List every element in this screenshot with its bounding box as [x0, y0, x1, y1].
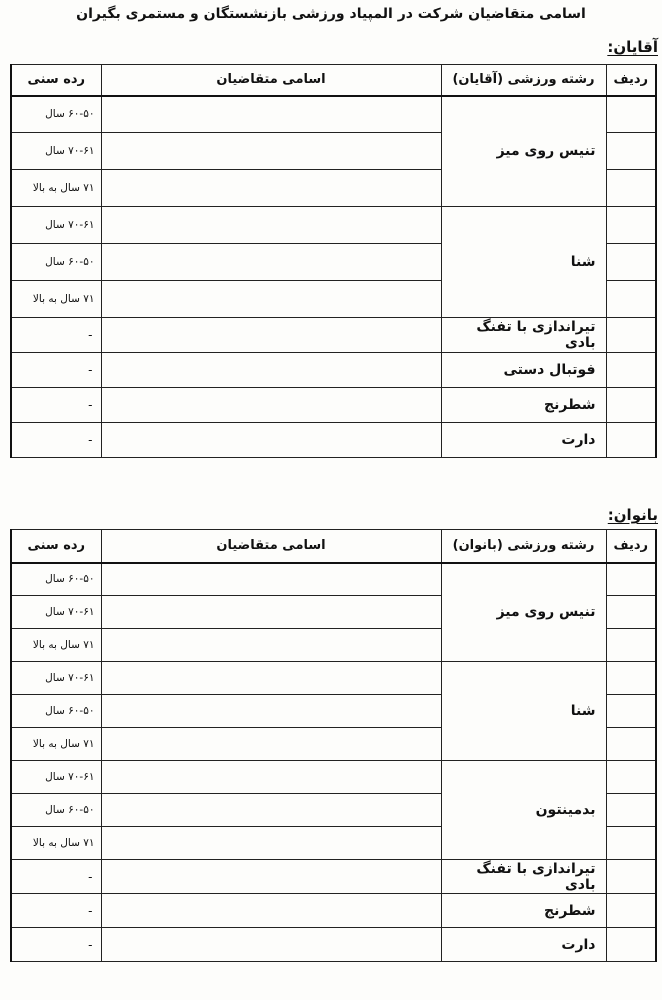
table-row: [11, 928, 656, 962]
row-number-field[interactable]: [606, 281, 656, 318]
age-range-cell: ۷۱ سال به بالا: [11, 827, 101, 860]
header-names: اسامی متقاضیان: [101, 65, 441, 96]
row-number-field[interactable]: [606, 928, 656, 962]
header-age: رده سنی: [11, 65, 101, 96]
age-range-cell: ۶۰-۵۰ سال: [11, 244, 101, 281]
age-range-cell: ۷۰-۶۱ سال: [11, 662, 101, 695]
table-row: [11, 318, 656, 353]
age-range-cell: ۶۰-۵۰ سال: [11, 96, 101, 133]
applicant-name-field[interactable]: [101, 353, 441, 388]
applicant-name-field[interactable]: [101, 794, 441, 827]
age-range-cell: ۶۰-۵۰ سال: [11, 563, 101, 596]
sport-name-cell: تیراندازی با تفنگ بادی: [441, 860, 606, 894]
age-range-cell: ۷۱ سال به بالا: [11, 728, 101, 761]
table-row: [11, 761, 656, 794]
applicant-name-field[interactable]: [101, 423, 441, 458]
header-sport: رشته ورزشی (بانوان): [441, 530, 606, 563]
row-number-field[interactable]: [606, 894, 656, 928]
applicant-name-field[interactable]: [101, 761, 441, 794]
sport-name-cell: تیراندازی با تفنگ بادی: [441, 318, 606, 353]
age-range-cell: -: [11, 860, 101, 894]
header-sport: رشته ورزشی (آقایان): [441, 65, 606, 96]
age-range-cell: ۷۱ سال به بالا: [11, 281, 101, 318]
age-range-cell: -: [11, 894, 101, 928]
applicant-name-field[interactable]: [101, 244, 441, 281]
applicant-name-field[interactable]: [101, 695, 441, 728]
table-row: [11, 96, 656, 133]
table-row: [11, 423, 656, 458]
row-number-field[interactable]: [606, 827, 656, 860]
age-range-cell: -: [11, 388, 101, 423]
applicant-name-field[interactable]: [101, 170, 441, 207]
age-range-cell: -: [11, 423, 101, 458]
row-number-field[interactable]: [606, 761, 656, 794]
row-number-field[interactable]: [606, 629, 656, 662]
row-number-field[interactable]: [606, 728, 656, 761]
women-section-label: بانوان:: [607, 506, 658, 524]
header-age: رده سنی: [11, 530, 101, 563]
sport-name-cell: فوتبال دستی: [441, 353, 606, 388]
applicant-name-field[interactable]: [101, 860, 441, 894]
row-number-field[interactable]: [606, 794, 656, 827]
age-range-cell: -: [11, 353, 101, 388]
applicant-name-field[interactable]: [101, 133, 441, 170]
header-row: [11, 530, 656, 563]
table-row: [11, 860, 656, 894]
sport-name-cell: شنا: [441, 662, 606, 761]
row-number-field[interactable]: [606, 388, 656, 423]
age-range-cell: ۶۰-۵۰ سال: [11, 794, 101, 827]
page-title: اسامی متقاضیان شرکت در المپیاد ورزشی بازنشستگان و مستمری بگیران: [76, 6, 586, 22]
applicant-name-field[interactable]: [101, 928, 441, 962]
age-range-cell: ۷۰-۶۱ سال: [11, 133, 101, 170]
age-range-cell: ۷۰-۶۱ سال: [11, 596, 101, 629]
women-table: [10, 529, 657, 962]
row-number-field[interactable]: [606, 170, 656, 207]
table-row: [11, 662, 656, 695]
age-range-cell: ۷۰-۶۱ سال: [11, 761, 101, 794]
sport-name-cell: بدمینتون: [441, 761, 606, 860]
row-number-field[interactable]: [606, 96, 656, 133]
applicant-name-field[interactable]: [101, 728, 441, 761]
applicant-name-field[interactable]: [101, 563, 441, 596]
sport-name-cell: تنیس روی میز: [441, 96, 606, 207]
row-number-field[interactable]: [606, 318, 656, 353]
row-number-field[interactable]: [606, 695, 656, 728]
applicant-name-field[interactable]: [101, 662, 441, 695]
age-range-cell: ۶۰-۵۰ سال: [11, 695, 101, 728]
header-names: اسامی متقاضیان: [101, 530, 441, 563]
table-row: [11, 894, 656, 928]
row-number-field[interactable]: [606, 860, 656, 894]
age-range-cell: ۷۰-۶۱ سال: [11, 207, 101, 244]
header-row-number: ردیف: [606, 530, 656, 563]
age-range-cell: -: [11, 318, 101, 353]
age-range-cell: ۷۱ سال به بالا: [11, 629, 101, 662]
applicant-name-field[interactable]: [101, 281, 441, 318]
applicant-name-field[interactable]: [101, 894, 441, 928]
applicant-name-field[interactable]: [101, 827, 441, 860]
men-table: [10, 64, 657, 458]
age-range-cell: -: [11, 928, 101, 962]
row-number-field[interactable]: [606, 133, 656, 170]
age-range-cell: ۷۱ سال به بالا: [11, 170, 101, 207]
row-number-field[interactable]: [606, 353, 656, 388]
row-number-field[interactable]: [606, 662, 656, 695]
sport-name-cell: شطرنج: [441, 894, 606, 928]
table-row: [11, 563, 656, 596]
sport-name-cell: دارت: [441, 928, 606, 962]
applicant-name-field[interactable]: [101, 318, 441, 353]
sport-name-cell: شنا: [441, 207, 606, 318]
row-number-field[interactable]: [606, 244, 656, 281]
table-row: [11, 207, 656, 244]
applicant-name-field[interactable]: [101, 629, 441, 662]
table-row: [11, 388, 656, 423]
sport-name-cell: دارت: [441, 423, 606, 458]
applicant-name-field[interactable]: [101, 388, 441, 423]
header-row-number: ردیف: [606, 65, 656, 96]
row-number-field[interactable]: [606, 563, 656, 596]
row-number-field[interactable]: [606, 596, 656, 629]
applicant-name-field[interactable]: [101, 596, 441, 629]
sport-name-cell: تنیس روی میز: [441, 563, 606, 662]
row-number-field[interactable]: [606, 423, 656, 458]
men-section-label: آقایان:: [607, 38, 658, 56]
table-row: [11, 353, 656, 388]
header-row: [11, 65, 656, 96]
sport-name-cell: شطرنج: [441, 388, 606, 423]
applicant-name-field[interactable]: [101, 207, 441, 244]
row-number-field[interactable]: [606, 207, 656, 244]
applicant-name-field[interactable]: [101, 96, 441, 133]
